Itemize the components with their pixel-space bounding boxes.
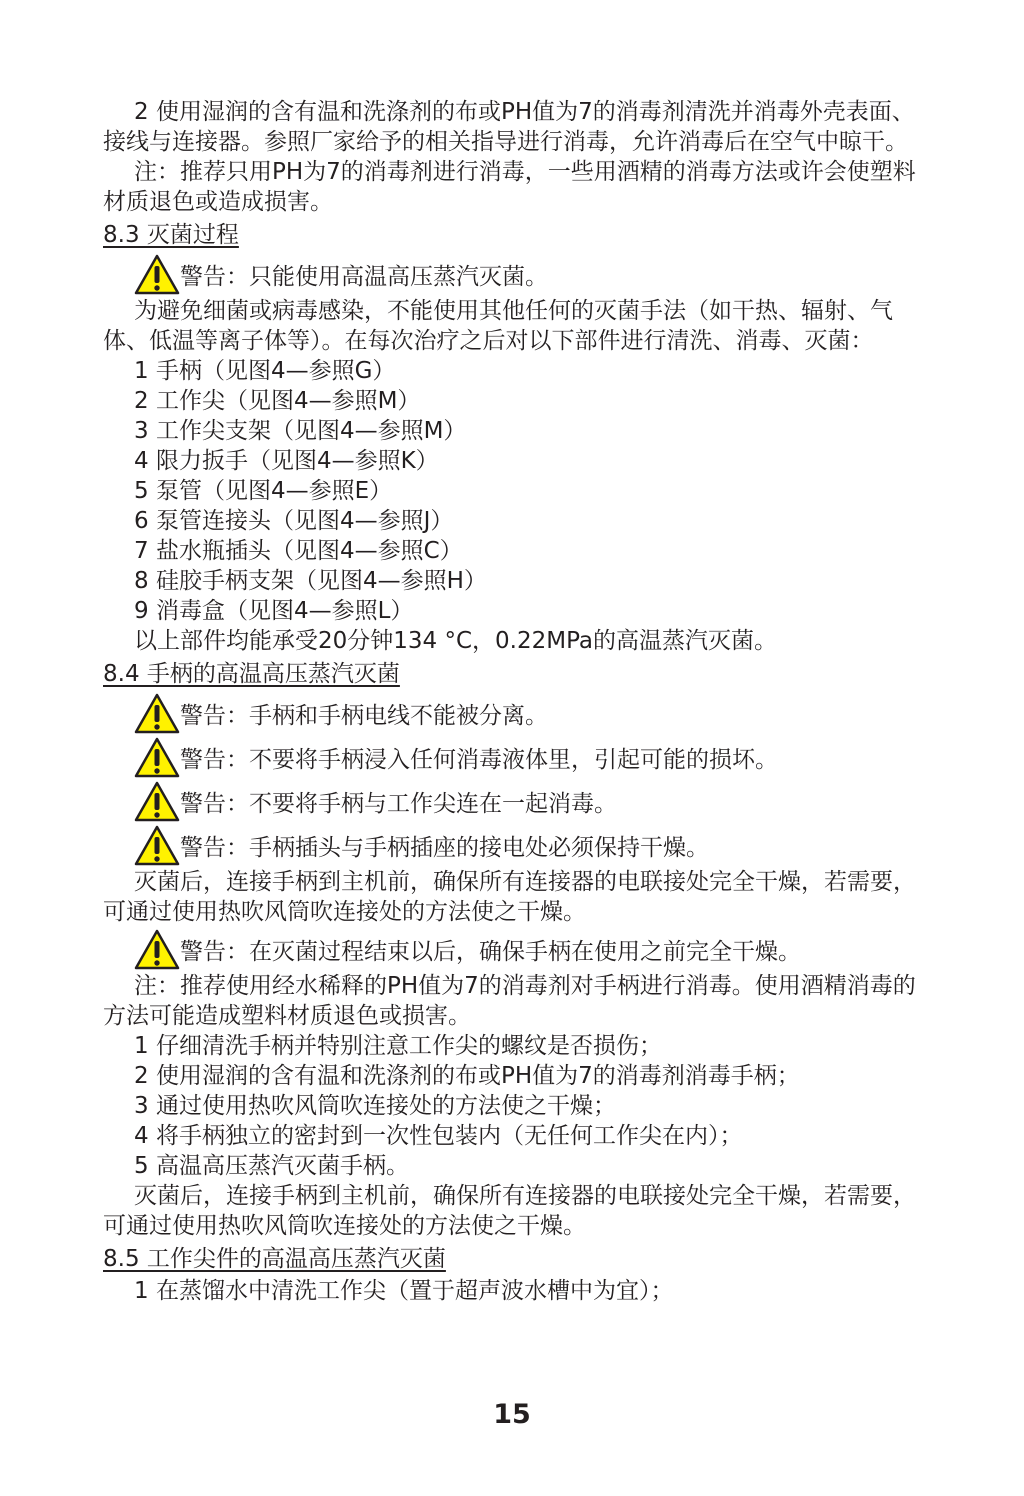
warning-text: 警告：不要将手柄与工作尖连在一起消毒。 [180, 790, 617, 817]
warning-triangle-icon [134, 253, 180, 295]
warning-row [103, 823, 918, 867]
warning-text: 警告：手柄和手柄电线不能被分离。 [180, 702, 548, 729]
warning-triangle-icon [134, 824, 180, 866]
warning-triangle-icon [134, 692, 180, 734]
list-item: 2 使用湿润的含有温和洗涤剂的布或PH值为7的消毒剂消毒手柄； [134, 1063, 800, 1089]
list-item: 4 将手柄独立的密封到一次性包装内（无任何工作尖在内）； [134, 1123, 743, 1149]
list-item: 2 工作尖（见图4—参照M） [134, 388, 421, 414]
intro-note: 注：推荐只用PH为7的消毒剂进行消毒，一些用酒精的消毒方法或许会使塑料材质退色或造成损害。 [103, 159, 916, 215]
section-closing: 以上部件均能承受20分钟134 °C，0.22MPa的高温蒸汽灭菌。 [134, 628, 778, 654]
list-item: 3 工作尖支架（见图4—参照M） [134, 418, 467, 444]
list-item: 5 泵管（见图4—参照E） [134, 478, 393, 504]
document-page [103, 97, 918, 1306]
list-item: 4 限力扳手（见图4—参照K） [134, 448, 439, 474]
warning-triangle-icon [134, 928, 180, 970]
warning-triangle-icon [134, 736, 180, 778]
section-paragraph: 灭菌后，连接手柄到主机前，确保所有连接器的电联接处完全干燥，若需要，可通过使用热吹风筒吹连接处的方法使之干燥。 [103, 1183, 916, 1239]
warning-row [103, 779, 918, 823]
warning-row [103, 691, 918, 735]
warning-text: 警告：不要将手柄浸入任何消毒液体里，引起可能的损坏。 [180, 746, 778, 773]
warning-row [103, 735, 918, 779]
list-item: 8 硅胶手柄支架（见图4—参照H） [134, 568, 487, 594]
section-paragraph: 为避免细菌或病毒感染，不能使用其他任何的灭菌手法（如干热、辐射、气体、低温等离子体等）。在每次治疗之后对以下部件进行清洗、消毒、灭菌： [103, 298, 893, 354]
intro-paragraph: 2 使用湿润的含有温和洗涤剂的布或PH值为7的消毒剂清洗并消毒外壳表面、接线与连接器。参照厂家给予的相关指导进行消毒，允许消毒后在空气中晾干。 [103, 99, 915, 155]
list-item: 9 消毒盒（见图4—参照L） [134, 598, 414, 624]
warning-triangle-icon [134, 780, 180, 822]
list-item: 1 在蒸馏水中清洗工作尖（置于超声波水槽中为宜）； [134, 1278, 674, 1304]
warning-row [103, 252, 918, 296]
section-heading-8-5: 8.5 工作尖件的高温高压蒸汽灭菌 [103, 1246, 446, 1272]
warning-row [103, 927, 918, 971]
page-number: 15 [493, 1399, 531, 1430]
list-item: 1 仔细清洗手柄并特别注意工作尖的螺纹是否损伤； [134, 1033, 662, 1059]
section-note: 注：推荐使用经水稀释的PH值为7的消毒剂对手柄进行消毒。使用酒精消毒的方法可能造成塑料材质退色或损害。 [103, 973, 916, 1029]
section-heading-8-3: 8.3 灭菌过程 [103, 222, 239, 248]
warning-text: 警告：在灭菌过程结束以后，确保手柄在使用之前完全干燥。 [180, 938, 801, 965]
list-item: 6 泵管连接头（见图4—参照J） [134, 508, 454, 534]
list-item: 7 盐水瓶插头（见图4—参照C） [134, 538, 463, 564]
list-item: 1 手柄（见图4—参照G） [134, 358, 396, 384]
section-paragraph: 灭菌后，连接手柄到主机前，确保所有连接器的电联接处完全干燥，若需要，可通过使用热吹风筒吹连接处的方法使之干燥。 [103, 869, 916, 925]
section-heading-8-4: 8.4 手柄的高温高压蒸汽灭菌 [103, 661, 400, 687]
list-item: 5 高温高压蒸汽灭菌手柄。 [134, 1153, 409, 1179]
warning-text: 警告：只能使用高温高压蒸汽灭菌。 [180, 263, 548, 290]
list-item: 3 通过使用热吹风筒吹连接处的方法使之干燥； [134, 1093, 616, 1119]
warning-text: 警告：手柄插头与手柄插座的接电处必须保持干燥。 [180, 834, 709, 861]
